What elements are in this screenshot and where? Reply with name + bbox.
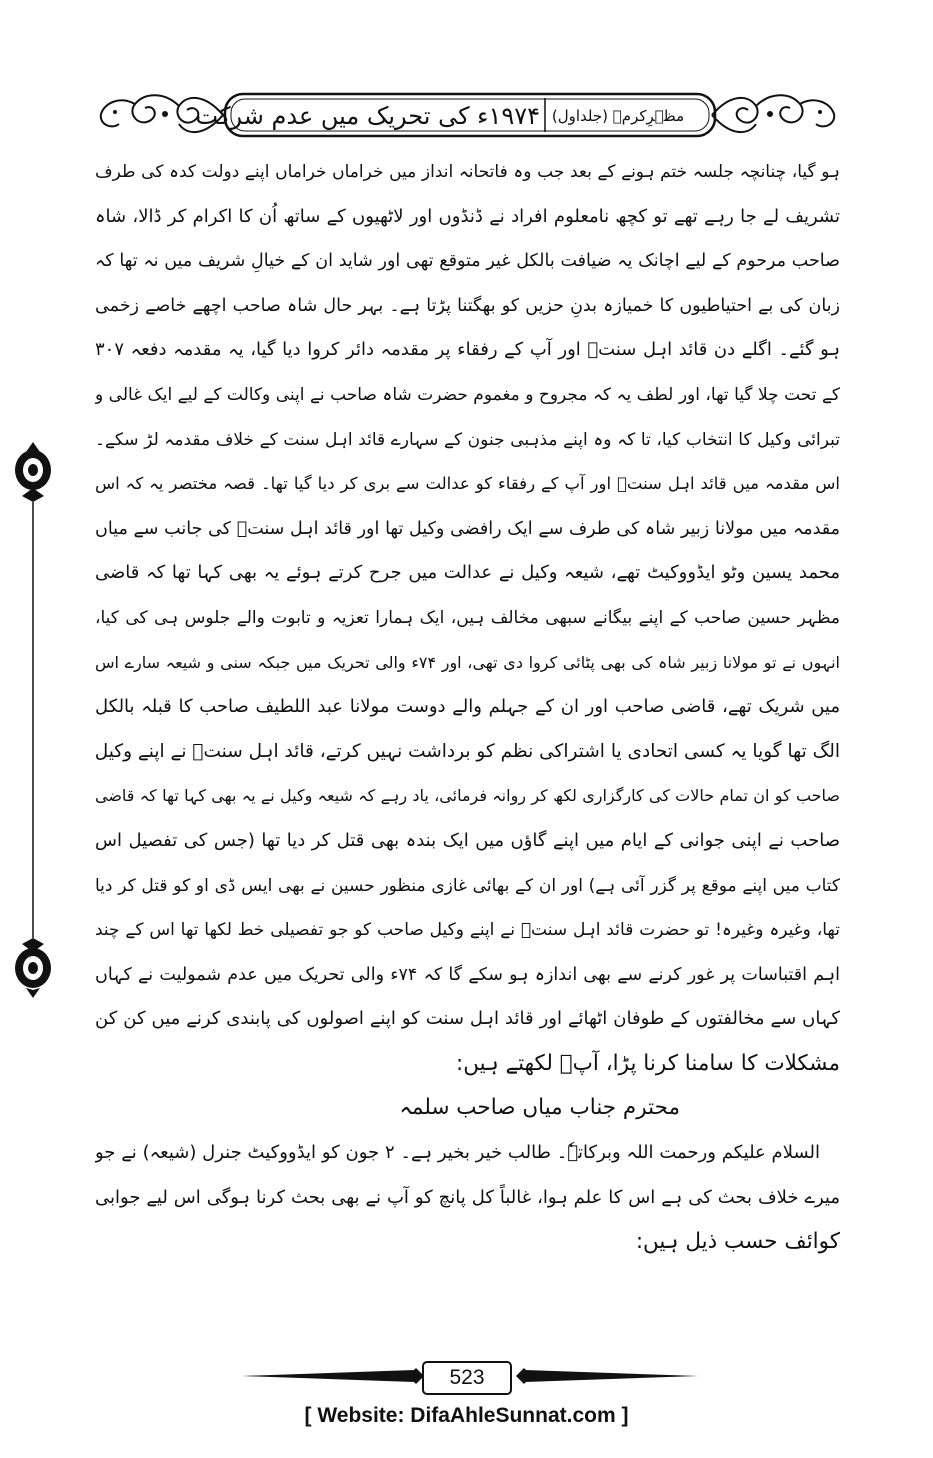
- body-line: اس مقدمہ میں قائد اہل سنتؒ اور آپ کے رفقاء کو عدالت سے بری کر دیا گیا تھا۔ قصہ مختصر یہ کہ اس: [95, 474, 840, 494]
- body-line: زبان کی بے احتیاطیوں کا خمیازہ بدنِ حزیں کو بھگتنا پڑتا ہے۔ بہر حال شاہ صاحب اچھے خاصے زخمی: [95, 295, 840, 316]
- body-line: ہو گئے۔ اگلے دن قائد اہل سنتؒ اور آپ کے رفقاء پر مقدمہ دائر کروا دیا گیا، یہ مقدمہ دفعہ ۳۰۷: [95, 339, 840, 361]
- margin-ornament-icon: [4, 440, 62, 1000]
- body-line: مقدمہ میں مولانا زبیر شاہ کی طرف سے ایک رافضی وکیل تھا اور قائد اہل سنتؒ کی جانب سے میاں: [95, 518, 840, 539]
- body-line: مشکلات کا سامنا کرنا پڑا، آپؒ لکھتے ہیں:: [455, 1050, 840, 1076]
- body-line: کہاں سے مخالفتوں کے طوفان اٹھائے اور قائد اہل سنت کو اپنے اصولوں کی پابندی کرنے میں کن کن: [95, 1008, 840, 1030]
- page-number: 523: [422, 1361, 512, 1395]
- book-title: مظہرِکرمؒ (جلداول): [551, 107, 685, 125]
- website-footer[interactable]: [ Website: DifaAhleSunnat.com ]: [304, 1404, 629, 1427]
- body-line: الگ تھا گویا یہ کسی اتحادی یا اشتراکی نظم کو برداشت نہیں کرتے، قائد اہل سنتؒ نے اپنے وکیل: [95, 740, 840, 762]
- body-line: صاحب کو ان تمام حالات کی کارگزاری لکھ کر روانہ فرمائی، یاد رہے کہ شیعہ وکیل نے یہ بھی کہا تھا کہ قاضی: [95, 786, 840, 806]
- body-text: [95, 150, 840, 1265]
- body-line: صاحب مرحوم کے لیے اچانک یہ ضیافت بالکل غیر متوقع تھی اور شاید ان کے خیالِ شریف میں نہ تھا کہ: [95, 251, 840, 272]
- letter-salutation: محترم جناب میاں صاحب سلمہ: [399, 1095, 680, 1121]
- chapter-title: ۱۹۷۴ء کی تحریک میں عدم شرکت: [195, 102, 540, 130]
- body-line: میں شریک تھے، قاضی صاحب اور ان کے جہلم والے دوست مولانا عبد اللطیف صاحب کا قبلہ بالکل: [95, 696, 840, 718]
- letter-line: السلام علیکم ورحمت اللہ وبرکاتہٗ۔ طالب خیر بخیر ہے۔ ۲ جون کو ایڈووکیٹ جنرل (شیعہ) نے جو: [95, 1142, 820, 1164]
- letter-line: کوائف حسب ذیل ہیں:: [635, 1229, 840, 1255]
- body-line: ہو گیا، چنانچہ جلسہ ختم ہونے کے بعد جب وہ فاتحانہ انداز میں خراماں خراماں اپنے دولت کدہ کی طرف: [95, 162, 840, 182]
- body-line: انہوں نے تو مولانا زبیر شاہ کی بھی پٹائی کروا دی تھی، اور ۷۴ء والی تحریک میں جبکہ سنی و شیعہ سارے اس: [95, 652, 840, 672]
- letter-line: میرے خلاف بحث کی ہے اس کا علم ہوا، غالباً کل پانچ کو آپ نے بھی بحث کرنا ہوگی اس لیے جوابی: [95, 1186, 840, 1208]
- body-line: اہم اقتباسات پر غور کرنے سے بھی اندازہ ہو سکے گا کہ ۷۴ء والی تحریک میں عدم شمولیت نے کہاں: [95, 964, 840, 985]
- body-line: تشریف لے جا رہے تھے تو کچھ نامعلوم افراد نے ڈنڈوں اور لاٹھیوں کے ساتھ اُن کا اکرام کر ڈالا، شاہ: [95, 205, 840, 227]
- body-line: محمد یسین وٹو ایڈووکیٹ تھے، شیعہ وکیل نے عدالت میں جرح کرتے ہوئے یہ بھی کہا تھا کہ قاضی: [95, 562, 840, 584]
- margin-ornament: [4, 440, 62, 1000]
- body-line: کتاب میں اپنے موقع پر گزر آئی ہے) اور ان کے بھائی غازی منظور حسین نے بھی ایس ڈی او کو قتل کر دیا: [95, 875, 840, 896]
- body-line: کے تحت چلا گیا تھا، اور لطف یہ کہ مجروح و مغموم حضرت شاہ صاحب نے اپنی وکالت کے لیے ایک غالی و: [95, 384, 840, 405]
- body-line: صاحب نے اپنی جوانی کے ایام میں اپنے گاؤں میں ایک بندہ بھی قتل کر دیا تھا (جس کی تفصیل اس: [95, 829, 840, 851]
- body-line: تھا، وغیرہ وغیرہ! تو حضرت قائد اہل سنتؒ نے اپنے وکیل صاحب کو جو تفصیلی خط لکھا تھا اس کے چند: [95, 920, 840, 941]
- body-line: تبرائی وکیل کا انتخاب کیا، تا کہ وہ اپنے مذہبی جنون کے سہارے قائد اہل سنت کے خلاف مقدمہ لڑ سکے۔: [95, 429, 840, 450]
- body-line: مظہر حسین صاحب کے اپنے بیگانے سبھی مخالف ہیں، ایک ہمارا تعزیہ و تابوت والے جلوس ہی کی کیا،: [95, 607, 840, 628]
